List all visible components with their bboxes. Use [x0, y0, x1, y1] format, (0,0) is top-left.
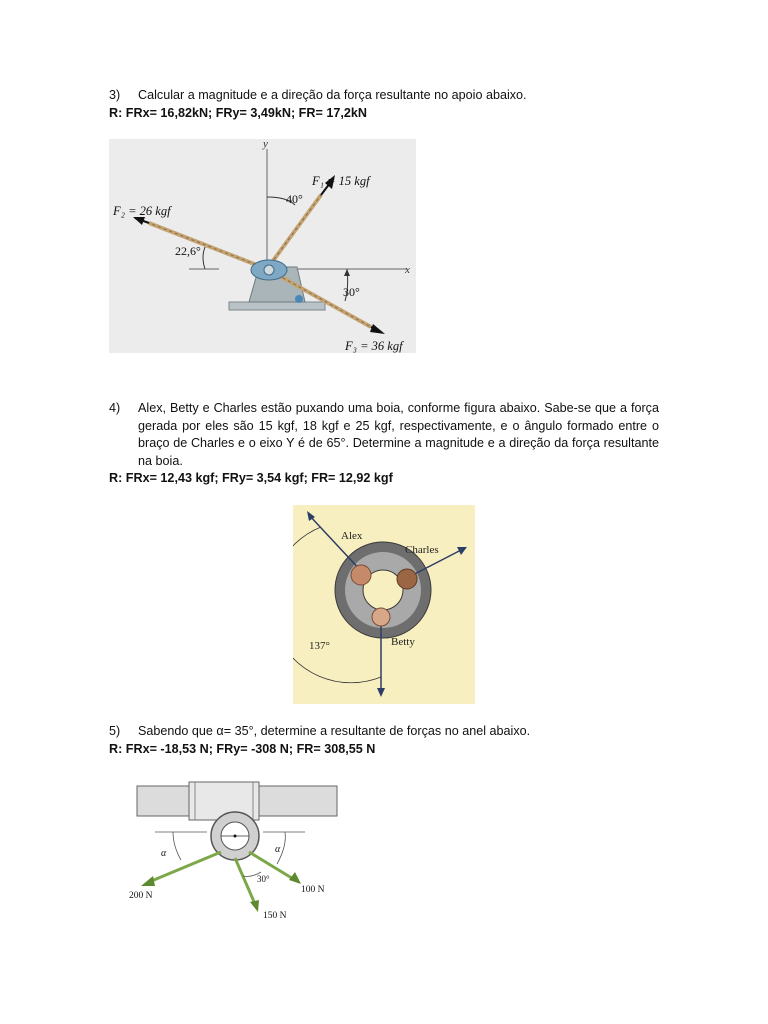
alex-label: Alex [341, 530, 363, 542]
force-200-label: 200 N [129, 891, 153, 901]
question-5 [109, 723, 659, 741]
question-3-number: 3) [109, 88, 121, 102]
question-3-figure [109, 139, 416, 353]
question-3-answer: R: FRx= 16,82kN; FRy= 3,49kN; FR= 17,2kN [109, 106, 367, 120]
question-4 [109, 400, 659, 470]
betty-label: Betty [391, 636, 415, 648]
question-3-text: Calcular a magnitude e a direção da força resultante no apoio abaixo. [138, 88, 527, 102]
question-5-figure [125, 780, 340, 925]
angle-22-label: 22,6° [175, 244, 201, 258]
question-4-figure [293, 505, 475, 704]
question-3 [109, 87, 659, 105]
force-100-label: 100 N [301, 885, 325, 895]
force-150-label: 150 N [263, 911, 287, 921]
charles-label: Charles [405, 544, 439, 556]
question-5-answer: R: FRx= -18,53 N; FRy= -308 N; FR= 308,55 N [109, 742, 376, 756]
force-f1-label: F₁ = 15 kgf [312, 174, 370, 188]
question-4-number: 4) [109, 401, 121, 415]
alpha-right-label: α [275, 844, 281, 855]
question-5-text: Sabendo que α= 35°, determine a resultante de forças no anel abaixo. [138, 724, 531, 738]
angle-137-label: 137° [309, 640, 330, 652]
force-f3-label: F₃ = 36 kgf [345, 339, 403, 353]
question-5-number: 5) [109, 724, 121, 738]
angle-40-label: 40° [286, 192, 303, 206]
force-f2-label: F₂ = 26 kgf [113, 204, 171, 218]
axis-x-label: x [405, 264, 410, 276]
question-4-text: Alex, Betty e Charles estão puxando uma boia, conforme figura abaixo. Sabe-se que a força gerada por eles são 15 kgf, 18 kgf e 25 kgf, respectivamente, e o ângulo formado entre o braço de Charles e o eixo Y é de 65°. Determine a magnitude e a direção da força resultante na boia. [138, 401, 659, 468]
axis-y-label: y [263, 139, 268, 150]
angle-30-label: 30° [257, 874, 270, 884]
question-4-answer: R: FRx= 12,43 kgf; FRy= 3,54 kgf; FR= 12,92 kgf [109, 471, 393, 485]
alpha-left-label: α [161, 848, 167, 859]
angle-30-label: 30° [343, 285, 360, 299]
